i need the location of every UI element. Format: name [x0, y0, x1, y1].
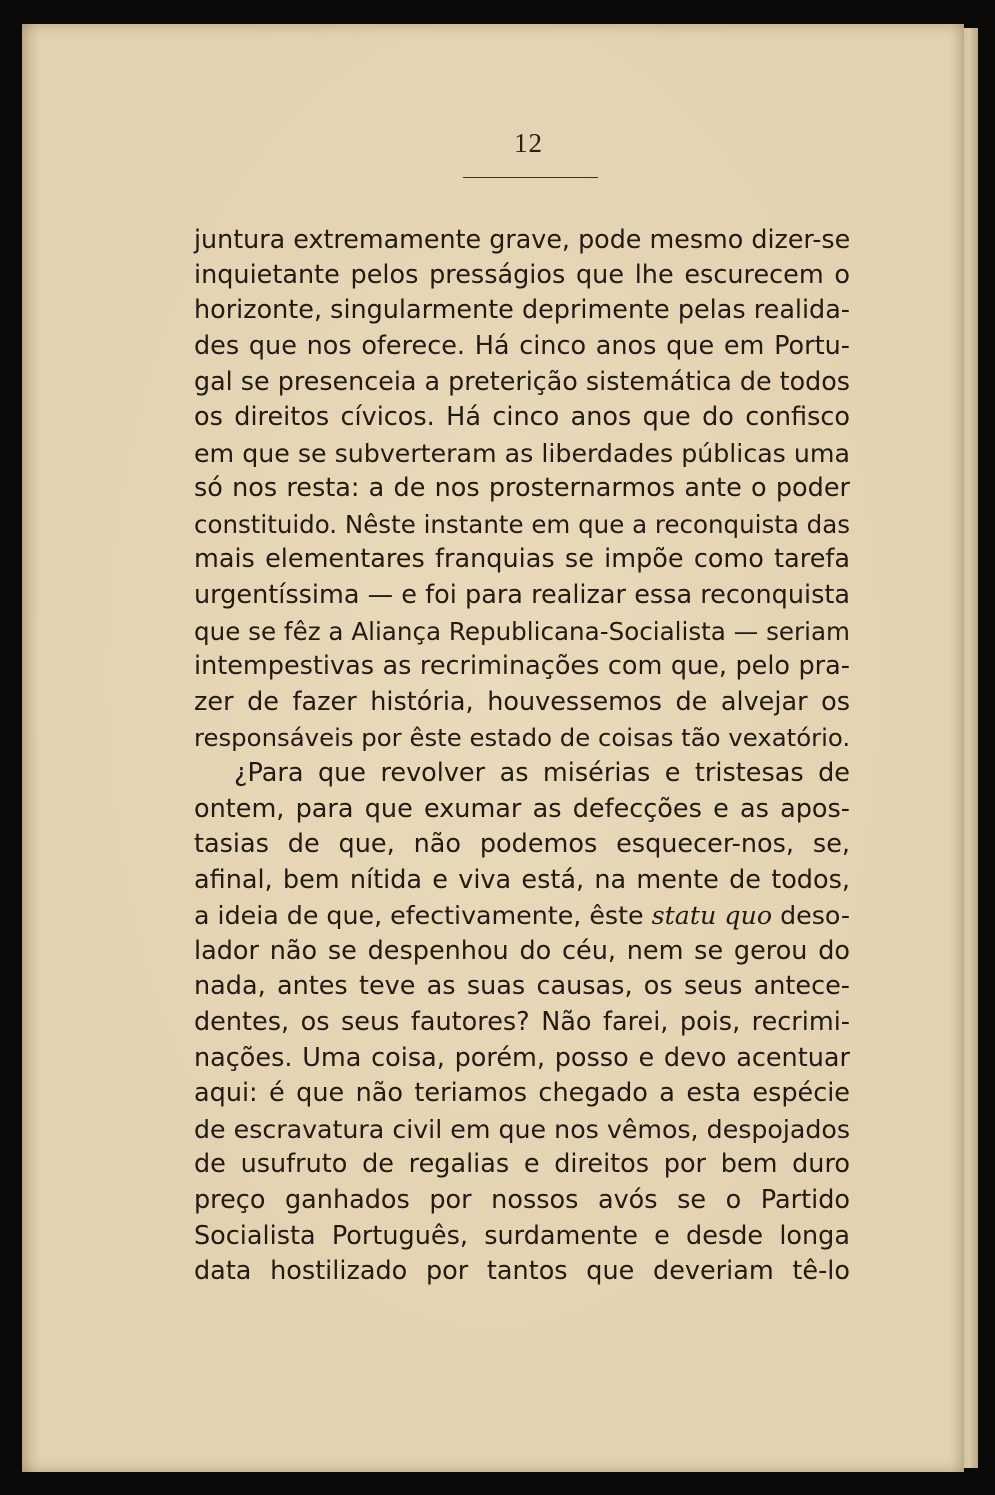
text-line: em que se subverteram as liberdades públicas uma	[194, 438, 850, 468]
text-line: responsáveis por êste estado de coisas tão vexatório.	[194, 723, 851, 753]
text-line: urgentíssima — e foi para realizar essa reconquista	[194, 579, 850, 610]
text-line: afinal, bem nítida e viva está, na mente de todos,	[194, 864, 850, 895]
text-line: horizonte, singularmente deprimente pelas realida-	[194, 295, 850, 326]
text-line: de escravatura civil em que nos vêmos, despojados	[194, 1114, 850, 1144]
text-line: nada, antes teve as suas causas, os seus antece-	[194, 971, 850, 1002]
paragraph-1	[194, 222, 850, 756]
text-line: tasias de que, não podemos esquecer-nos, se,	[194, 829, 850, 860]
text-line: Socialista Português, surdamente e desde longa	[194, 1220, 850, 1251]
text-run: a ideia de que, efectivamente, êste	[194, 901, 652, 931]
text-line: dentes, os seus fautores? Não farei, pois, recrimi-	[194, 1007, 850, 1038]
text-line: lador não se despenhou do céu, nem se gerou do	[194, 935, 850, 966]
text-line: os direitos cívicos. Há cinco anos que do confisco	[194, 401, 850, 432]
text-line: inquietante pelos presságios que lhe escurecem o	[194, 259, 850, 290]
italic-phrase: statu quo	[651, 901, 773, 931]
text-line: de usufruto de regalias e direitos por bem duro	[194, 1149, 850, 1180]
text-line: des que nos oferece. Há cinco anos que em Portu-	[194, 330, 850, 361]
text-line: que se fêz a Aliança Republicana-Socialista — seriam	[194, 616, 851, 646]
text-line: ¿Para que revolver as misérias e tristesas de	[234, 757, 850, 788]
text-line: nações. Uma coisa, porém, posso e devo acentuar	[194, 1042, 850, 1073]
text-line: mais elementares franquias se impõe como tarefa	[194, 544, 850, 575]
text-line: só nos resta: a de nos prosternarmos ante o poder	[194, 473, 850, 504]
text-line: zer de fazer história, houvessemos de alvejar os	[194, 686, 850, 717]
text-line: constituido. Nêste instante em que a reconquista das	[194, 509, 851, 539]
text-line-with-italic	[194, 898, 850, 934]
text-line: intempestivas as recriminações com que, pelo pra-	[194, 651, 850, 682]
text-run: deso-	[772, 901, 850, 931]
paragraph-2	[194, 756, 850, 1290]
text-line: juntura extremamente grave, pode mesmo dizer-se	[194, 224, 851, 254]
text-line: gal se presenceia a preterição sistemática de todos	[194, 366, 850, 397]
text-line: ontem, para que exumar as defecções e as apos-	[194, 793, 850, 824]
text-line: data hostilizado por tantos que deveriam tê-lo	[194, 1256, 850, 1287]
text-line: aqui: é que não teriamos chegado a esta espécie	[194, 1078, 850, 1109]
body-text	[194, 222, 850, 1290]
text-line: preço ganhados por nossos avós se o Partido	[194, 1185, 850, 1216]
header-rule	[463, 177, 598, 178]
page-number: 12	[514, 128, 543, 158]
